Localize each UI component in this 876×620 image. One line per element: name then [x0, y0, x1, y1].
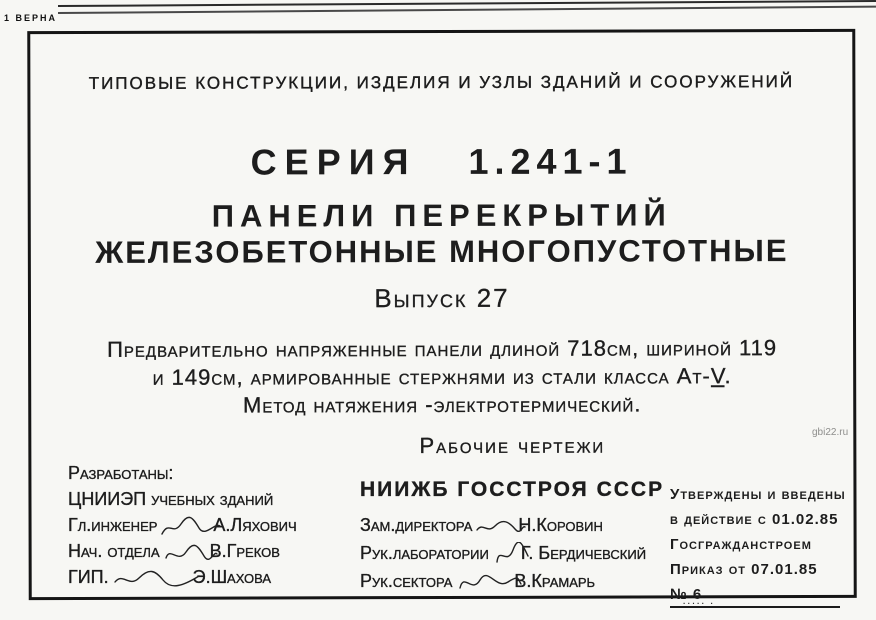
role-label: Рук.сектора — [360, 571, 453, 591]
role-label: ГИП. — [68, 567, 109, 587]
description-line-2-period: . — [724, 363, 732, 389]
approval-line-2: в действие с 01.02.85 — [670, 511, 839, 528]
role-label: Зам.директора — [360, 515, 473, 535]
institute-org: НИИЖБ ГОССТРОЯ СССР — [360, 478, 665, 501]
copy-stamp: 1 ВЕРНА — [4, 13, 58, 23]
role-label: Гл.инженер — [68, 515, 158, 535]
signature-scribble-icon — [454, 570, 524, 596]
person-name: Э.Шахова — [192, 567, 271, 587]
person-name: В.Крамарь — [514, 571, 596, 591]
person-name: А.Ляхович — [213, 515, 297, 535]
developed-by-block — [68, 458, 297, 588]
approval-line-3: Госгражданстроем — [670, 536, 812, 553]
signature-scribble-icon — [111, 568, 203, 592]
signature-scribble-icon — [159, 516, 223, 540]
signature-row — [68, 510, 297, 536]
signature-scribble-icon — [491, 542, 531, 568]
document-header-line: ТИПОВЫЕ КОНСТРУКЦИИ, ИЗДЕЛИЯ И УЗЛЫ ЗДАНИЙ И СООРУЖЕНИЙ — [88, 72, 795, 93]
title-line-1: ПАНЕЛИ ПЕРЕКРЫТИЙ — [211, 197, 672, 234]
steel-class-mark: V — [710, 363, 725, 389]
signature-scribble-icon — [474, 516, 528, 540]
issue-number: Выпуск 27 — [374, 282, 510, 314]
person-name: Н.Коровин — [518, 515, 603, 535]
approval-line-4: Приказ от 07.01.85 — [670, 561, 818, 578]
series-number: 1.241-1 — [468, 140, 633, 182]
role-label: Нач. отдела — [68, 541, 160, 561]
developed-heading: Разработаны: — [68, 463, 174, 483]
order-number: № 6 — [670, 586, 840, 608]
signature-row — [360, 564, 664, 592]
signature-row — [360, 536, 664, 564]
description-line-2-text: и 149см, армированные стержнями из стали класса Ат- — [152, 363, 711, 390]
description-line-1: Предварительно напряженные панели длиной 718см, шириной 119 — [107, 335, 778, 362]
role-label: Рук.лаборатории — [360, 543, 489, 563]
person-name: В.Греков — [209, 541, 280, 561]
site-watermark: gbi22.ru — [812, 427, 849, 438]
scan-edge-line — [58, 6, 876, 14]
signature-scribble-icon — [162, 542, 220, 566]
person-name: Г. Бердичевский — [520, 543, 647, 563]
print-artifact-marks: ····· · — [683, 599, 716, 608]
title-line-2: ЖЕЛЕЗОБЕТОННЫЕ МНОГОПУСТОТНЫЕ — [95, 233, 789, 270]
series-label: СЕРИЯ — [250, 141, 417, 183]
signature-row — [360, 508, 664, 536]
approval-block — [670, 486, 850, 608]
developed-org: ЦНИИЭП учебных зданий — [68, 489, 274, 509]
working-drawings-subtitle: Рабочие чертежи — [419, 432, 606, 459]
series-title — [31, 140, 853, 184]
institute-block — [360, 478, 664, 592]
description-line-3: Метод натяжения -электротермический. — [243, 391, 642, 418]
description-line-2 — [31, 363, 853, 391]
approval-line-1: Утверждены и введены — [670, 486, 846, 503]
